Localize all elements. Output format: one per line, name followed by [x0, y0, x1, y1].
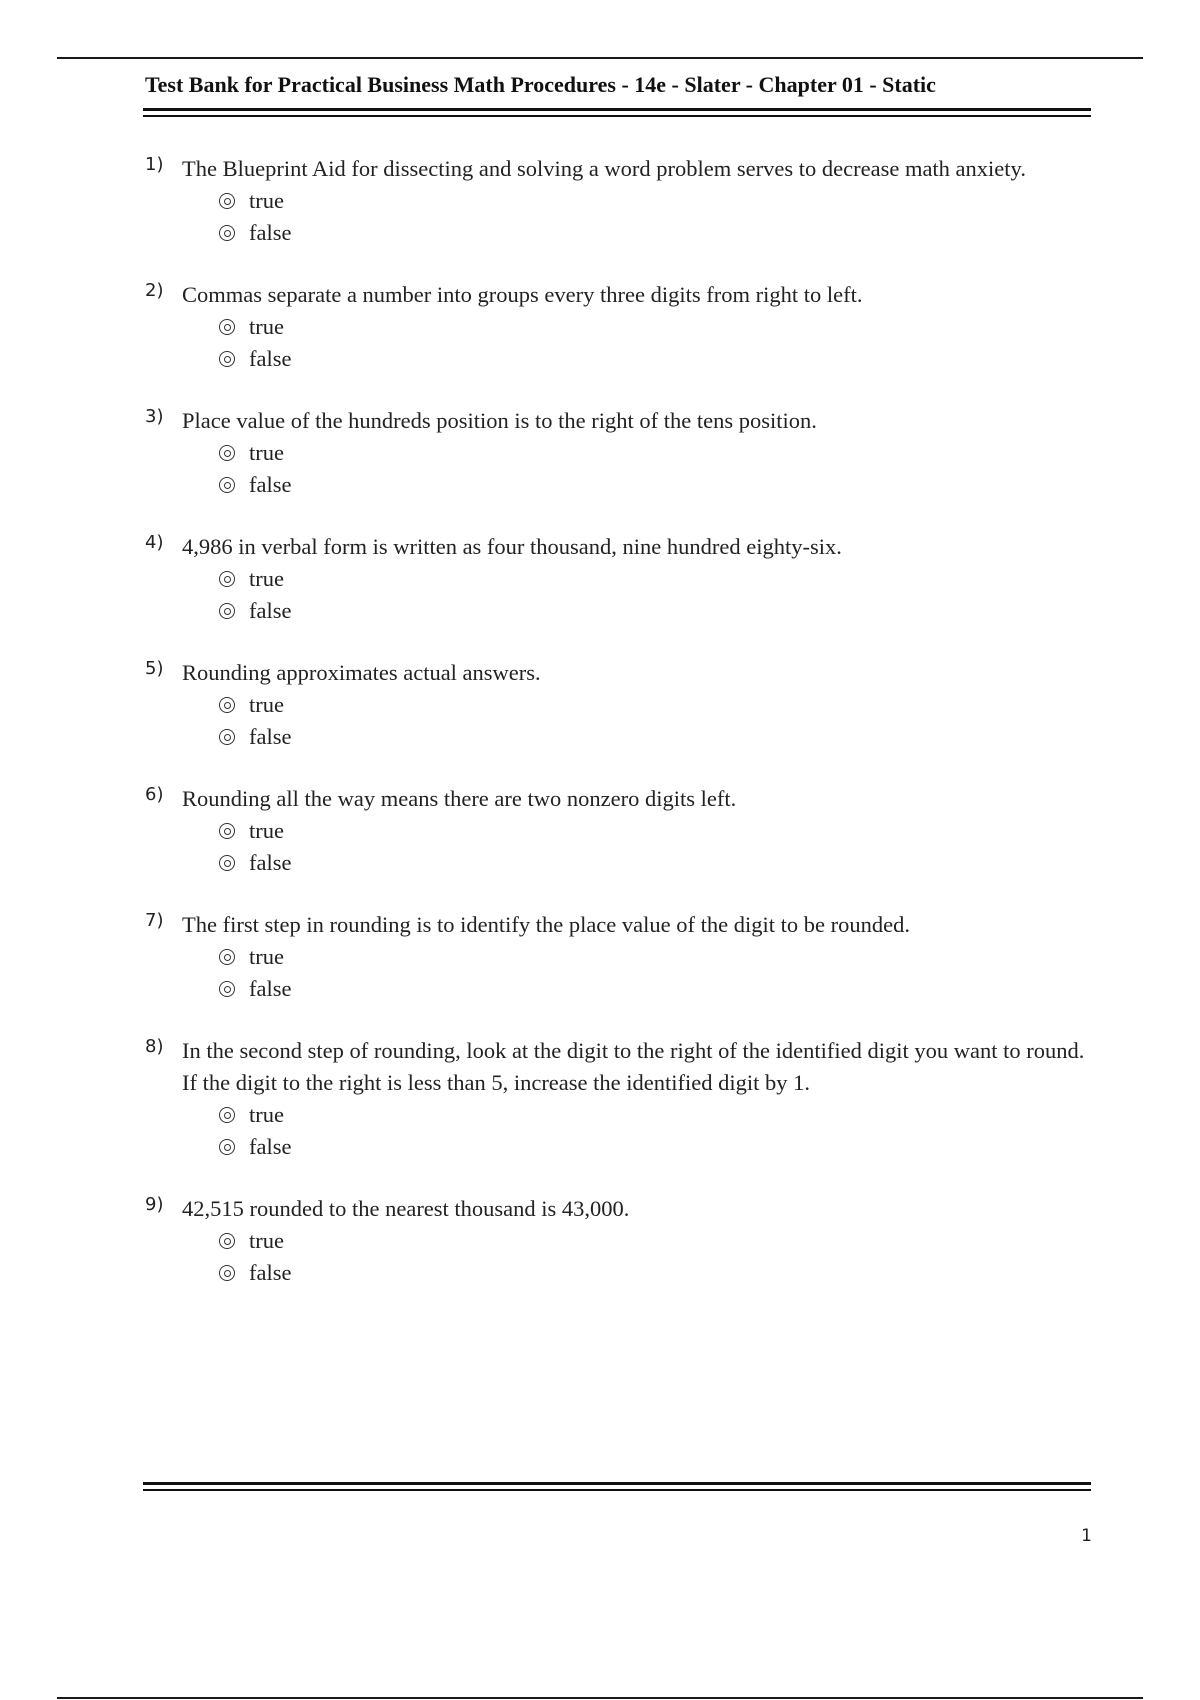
option-true[interactable]: [219, 563, 1095, 595]
question-number: 2): [145, 280, 164, 301]
radio-icon[interactable]: [219, 855, 235, 871]
question-8: [145, 1035, 1095, 1163]
question-3: [145, 405, 1095, 501]
answer-options: [145, 815, 1095, 879]
answer-options: [145, 1225, 1095, 1289]
option-label: true: [249, 1228, 284, 1253]
question-5: [145, 657, 1095, 753]
answer-options: [145, 941, 1095, 1005]
option-true[interactable]: [219, 815, 1095, 847]
option-false[interactable]: [219, 469, 1095, 501]
footer-double-rule: [143, 1482, 1091, 1491]
option-label: false: [249, 850, 292, 875]
option-label: false: [249, 976, 292, 1001]
question-text: 42,515 rounded to the nearest thousand is 43,000.: [182, 1196, 630, 1221]
radio-icon[interactable]: [219, 477, 235, 493]
question-number: 9): [145, 1194, 164, 1215]
option-label: false: [249, 220, 292, 245]
question-text: Commas separate a number into groups every three digits from right to left.: [182, 282, 863, 307]
question-6: [145, 783, 1095, 879]
option-label: false: [249, 1260, 292, 1285]
radio-icon[interactable]: [219, 225, 235, 241]
question-text: Rounding all the way means there are two nonzero digits left.: [182, 786, 737, 811]
option-true[interactable]: [219, 941, 1095, 973]
option-label: true: [249, 188, 284, 213]
answer-options: [145, 1099, 1095, 1163]
radio-icon[interactable]: [219, 351, 235, 367]
question-number: 6): [145, 784, 164, 805]
option-false[interactable]: [219, 721, 1095, 753]
question-2: [145, 279, 1095, 375]
question-list: [145, 153, 1095, 1319]
option-false[interactable]: [219, 595, 1095, 627]
radio-icon[interactable]: [219, 571, 235, 587]
radio-icon[interactable]: [219, 823, 235, 839]
question-text: Place value of the hundreds position is to the right of the tens position.: [182, 408, 817, 433]
option-label: true: [249, 1102, 284, 1127]
radio-icon[interactable]: [219, 1233, 235, 1249]
answer-options: [145, 689, 1095, 753]
option-label: true: [249, 818, 284, 843]
answer-options: [145, 311, 1095, 375]
question-7: [145, 909, 1095, 1005]
option-true[interactable]: [219, 437, 1095, 469]
page-top-rule: [57, 57, 1143, 59]
option-label: true: [249, 944, 284, 969]
option-label: true: [249, 566, 284, 591]
answer-options: [145, 563, 1095, 627]
question-1: [145, 153, 1095, 249]
question-number: 4): [145, 532, 164, 553]
radio-icon[interactable]: [219, 729, 235, 745]
radio-icon[interactable]: [219, 1107, 235, 1123]
radio-icon[interactable]: [219, 1265, 235, 1281]
page-bottom-rule: [57, 1697, 1143, 1699]
question-9: [145, 1193, 1095, 1289]
option-true[interactable]: [219, 689, 1095, 721]
option-label: false: [249, 598, 292, 623]
page-number: 1: [1081, 1526, 1092, 1546]
radio-icon[interactable]: [219, 949, 235, 965]
question-text: In the second step of rounding, look at the digit to the right of the identified digit you want to round. If the digit to the right is less than 5, increase the identified digit by 1.: [182, 1038, 1085, 1095]
question-text: 4,986 in verbal form is written as four thousand, nine hundred eighty-six.: [182, 534, 842, 559]
question-4: [145, 531, 1095, 627]
option-false[interactable]: [219, 973, 1095, 1005]
option-true[interactable]: [219, 185, 1095, 217]
option-label: false: [249, 724, 292, 749]
option-false[interactable]: [219, 217, 1095, 249]
option-true[interactable]: [219, 1225, 1095, 1257]
question-number: 3): [145, 406, 164, 427]
question-number: 5): [145, 658, 164, 679]
radio-icon[interactable]: [219, 193, 235, 209]
option-false[interactable]: [219, 847, 1095, 879]
option-label: true: [249, 314, 284, 339]
option-label: true: [249, 440, 284, 465]
question-text: The Blueprint Aid for dissecting and solving a word problem serves to decrease math anxiety.: [182, 156, 1026, 181]
radio-icon[interactable]: [219, 445, 235, 461]
radio-icon[interactable]: [219, 981, 235, 997]
document-header: Test Bank for Practical Business Math Procedures - 14e - Slater - Chapter 01 - Static: [145, 72, 936, 97]
answer-options: [145, 437, 1095, 501]
header-double-rule: [143, 108, 1091, 117]
answer-options: [145, 185, 1095, 249]
radio-icon[interactable]: [219, 697, 235, 713]
option-label: false: [249, 472, 292, 497]
radio-icon[interactable]: [219, 1139, 235, 1155]
option-false[interactable]: [219, 343, 1095, 375]
option-label: true: [249, 692, 284, 717]
radio-icon[interactable]: [219, 603, 235, 619]
question-text: The first step in rounding is to identify the place value of the digit to be rounded.: [182, 912, 910, 937]
question-text: Rounding approximates actual answers.: [182, 660, 541, 685]
option-label: false: [249, 346, 292, 371]
radio-icon[interactable]: [219, 319, 235, 335]
question-number: 1): [145, 154, 164, 175]
option-true[interactable]: [219, 311, 1095, 343]
option-false[interactable]: [219, 1257, 1095, 1289]
question-number: 7): [145, 910, 164, 931]
option-false[interactable]: [219, 1131, 1095, 1163]
question-number: 8): [145, 1036, 164, 1057]
option-label: false: [249, 1134, 292, 1159]
option-true[interactable]: [219, 1099, 1095, 1131]
